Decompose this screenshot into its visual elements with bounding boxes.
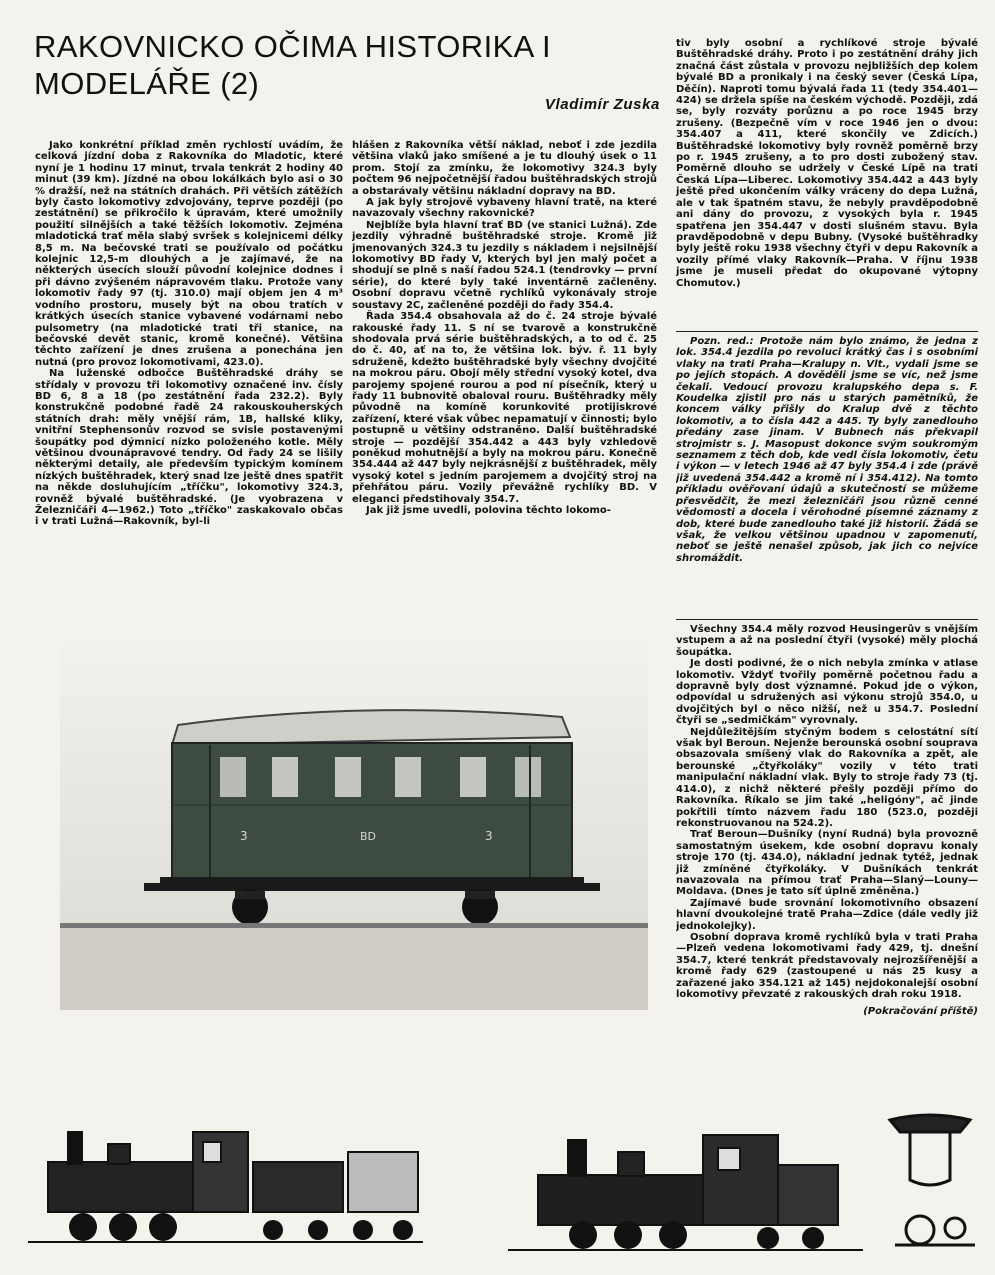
paragraph: Jako konkrétní příklad změn rychlostí uvádím, že celková jízdní doba z Rakovníka do Mladotic, které nyní je 1 hodinu 17 minut, trvala tenkrát 2 hodiny 40 minut (39 km). Jízdné na obou lokálkách bylo asi o 30 % dražší, než na státních drahách. Při větších zátěžích byly často lokomotivy zdvojovány, teprve později (po zestátnění) se přikročilo k úpravám, které umožnily použití silnějších a také těžších lokomotiv. Zejména mladotická trať měla slabý svršek s kolejnicemi délky 8,5 m. Na bečovské trati se používalo od počátku kolejnic 12,5-m dlouhých a je zajímavé, že na některých úsecích slouží původní kolejnice dodnes i při dávno zvýšeném nápravovém tlaku. Protože vany lokomotiv řady 97 (tj. 310.0) mají objem jen 4 m³ vodního prostoru, musely být na obou tratích v krátkých úsecích stanice vybavené vodárnami nebo pulsometry (na mladotické trati tři stanice, na bečovské devět stanic, kromě konečné). Většina těchto zařízení je dnes zrušena a ponechána jen nutná (pro provoz lokomotivami, 423.0). <box>35 140 343 368</box>
text-column-2 <box>352 140 657 610</box>
steam-locomotive-icon <box>28 1092 423 1262</box>
railway-car-photo <box>60 645 648 1010</box>
chimney-detail-icon <box>880 1110 980 1260</box>
continued-note: (Pokračování příště) <box>863 1006 978 1018</box>
paragraph: Všechny 354.4 měly rozvod Heusingerův s vnějším vstupem a až na poslední čtyři (vysoké) měly plochá šoupátka. <box>676 624 978 658</box>
paragraph: Řada 354.4 obsahovala až do č. 24 stroje bývalé rakouské řady 11. S ní se tvarově a konstrukčně shodovala prvá série buštěhradských, a to od č. 25 do č. 40, ať na to, že většina lok. býv. ř. 11 byly sdruženě, kdežto buštěhradské byly všechny dvojčité na mokrou páru. Obojí měly střední vysoký kotel, dva parojemy spojené rourou a pod ní písečník, který u řady 11 bubnovitě obaloval rouru. Buštěhradky měly původně na komíně korunkovité protijiskrové zařízení, které však vůbec nepamatují v činnosti; bylo postupně u většiny odstraněno. Další buštěhradské stroje — pozdější 354.442 a 443 byly vzhledově poněkud mohutnější a byly na mokrou páru. Konečně 354.444 až 447 byly nejkrásnější z buštěhradek, měly vysoký kotel s jedním parojemem a dvojčitý stroj na přehřátou páru. Vozily převážně rychlíky BD. V eleganci předstihovaly 354.7. <box>352 311 657 505</box>
car-marking-class: 3 <box>485 829 493 843</box>
paragraph: Nejdůležitějším styčným bodem s celostátní sítí však byl Beroun. Nejenže berounská osobní souprava obsazovala smíšený vlak do Rakovníka a zpět, ale berounské „čtyřkoláky" vozily v této trati manipulační nákladní vlak. Byly to stroje řady 73 (tj. 414.0), z nichž některé přešly později přímo do Rakovníka. Říkalo se jim také „heligóny", ač jinde pokřtili tímto názvem řadu 180 (523.0, později rekonstruovanou na 524.2). <box>676 726 978 829</box>
article-author: Vladimír Zuska <box>544 96 660 113</box>
paragraph: Nejblíže byla hlavní trať BD (ve stanici Lužná). Zde jezdily výhradně buštěhradské stroje. Kromě již jmenovaných 324.3 tu jezdily s nákladem i nejsilnější lokomotivy BD řady V, kterých byl jen malý počet a shodují se plně s naší řadou 524.1 (tendrovky — první série), do které byly také inventárně začleněny. Osobní dopravu včetně rychlíků vykonávaly stroje soustavy 2C, začleněné později do řady 354.4. <box>352 219 657 311</box>
locomotive-sketch-left <box>28 1092 423 1262</box>
text-column-3-bottom <box>676 624 978 1078</box>
paragraph: hlášen z Rakovníka větší náklad, neboť i zde jezdila většina vlaků jako smíšené a je tu dlouhý úsek o 11 prom. Stojí za zmínku, že lokomotivy 324.3 byly počtem 96 nejpočetnější řadou buštěhradských strojů a obstarávaly většinu nákladní dopravy na BD. <box>352 140 657 197</box>
paragraph: Pozn. red.: Protože nám bylo známo, že jedna z lok. 354.4 jezdila po revoluci krátký čas i s osobními vlaky na trati Praha—Kralupy n. Vlt., vydali jsme se po jejích stopách. A dověděli jsme se víc, než jsme čekali. Vedoucí provozu kralupského depa s. F. Koudelka zjistil pro nás u starých pamětníků, že koncem války přišly do Kralup dvě z těchto lokomotiv, a to čísla 442 a 445. Ty byly zanedlouho předány zase jinam. V Bubnech nás překvapil strojmistr s. J. Masopust dokonce svým soukromým seznamem z těch dob, kde vedl čísla lokomotiv, četu i výkon — v letech 1946 až 47 byly 354.4 i zde (právě již uvedená 354.442 a kromě ní i 354.412). Na tomto příkladu ověřovaní údajů a skutečností se můžeme přesvědčit, že mezi železničáři jsou různě cenné vědomosti a docela i věrohodné písemné záznamy z dob, které bude zanedlouho také již historií. Žádá se však, že velkou většinou upadnou v zapomenutí, neboť se ještě nenašel způsob, jak jich co nejvíce shromáždit. <box>676 336 978 564</box>
text-column-1 <box>35 140 343 610</box>
paragraph: tiv byly osobní a rychlíkové stroje bývalé Buštěhradské dráhy. Proto i po zestátnění dráhy jich značná část zůstala v provozu nejbližších dep kolem bývalé BD a pronikaly i na český sever (Česká Lípa, Děčín). Naproti tomu bývalá řada 11 (tedy 354.401—424) se držela spíše na českém východě. Později, zdá se, byly rozváty porůznu a po roce 1945 brzy zrušeny. (Bezpečně vím v roce 1946 jen o dvou: 354.407 a 411, které skončily ve Zdicích.) Buštěhradské lokomotivy byly rovněž poměrně brzy po r. 1945 zrušeny, a to pro dosti zubožený stav. Poměrně dlouho se udržely v České Lípě na trati Česká Lípa—Liberec. Lokomotivy 354.442 a 443 byly ještě před ukončením války vráceny do depa Lužná, ale v tak špatném stavu, že nebyly pravděpodobně ani dány do provozu, z vysokých byla r. 1945 spatřena jen 354.447 v dosti slušném stavu. Byla pravděpodobně v depu Bubny. (Vysoké buštěhradky byly ještě roku 1938 všechny čtyři v depu Rakovník a vozily přímé vlaky Rakovník—Praha. V říjnu 1938 jsme je museli předat do okupované výtopny Chomutov.) <box>676 38 978 289</box>
car-marking-owner: BD <box>360 830 377 843</box>
railway-car-image <box>60 645 648 1010</box>
detail-sketch <box>880 1110 980 1260</box>
paragraph: Trať Beroun—Dušníky (nyní Rudná) byla provozně samostatným úsekem, kde osobní dopravu konaly stroje 170 (tj. 434.0), nákladní jednak tytéž, jednak již zmíněné čtyřkoláky. V Dušníkách tenkrát navazovala na přímou trať Praha—Slaný—Louny—Moldava. (Dnes je tato síť úplně změněna.) <box>676 829 978 898</box>
paragraph: Jak již jsme uvedli, polovina těchto lokomo- <box>366 505 611 516</box>
paragraph: Na luženské odbočce Buštěhradské dráhy se střídaly v provozu tři lokomotivy označené inv. čísly BD 6, 8 a 18 (po zestátnění řada 232.2). Byly konstrukčně podobné řadě 24 rakouskouherských státních drah: měly vnější rám, 1B, hallské kliky, vnitřní Stephensonův rozvod se svisle postavenými šoupátky pod dýmnicí nízko položeného kotle. Měly většinou dvounápravové tendry. Od řady 24 se lišily některými detaily, ale především typickým komínem nízkých buštěhradek, který snad lze ještě dnes spatřit na někde dosluhujícím „tříčku", lokomotivy 324.3, rovněž bývalé buštěhradské. (Je vyobrazena v Železničáři 4—1962.) Toto „tříčko" zaskakovalo občas i v trati Lužná—Rakovník, byl-li <box>35 368 343 528</box>
editor-note <box>676 336 978 616</box>
article-title: RAKOVNICKO OČIMA HISTORIKA I MODELÁŘE (2) <box>34 29 552 101</box>
tank-locomotive-icon <box>508 1110 863 1265</box>
paragraph: A jak byly strojově vybaveny hlavní tratě, na které navazovaly všechny rakovnické? <box>352 197 657 220</box>
paragraph: Osobní doprava kromě rychlíků byla v trati Praha—Plzeň vedena lokomotivami řady 429, tj. dnešní 354.7, které tenkrát představovaly nejrozšířenější a kromě řady 629 (zastoupené u nás 25 kusy a zařazené jako 354.121 až 145) nejdokonalejší osobní lokomotivy převzaté z rakouských drah roku 1918. <box>676 931 978 1000</box>
locomotive-sketch-right <box>508 1110 863 1265</box>
car-marking-class: 3 <box>240 829 248 843</box>
paragraph: Zajímavé bude srovnání lokomotivního obsazení hlavní dvoukolejné tratě Praha—Zdice (dále vedly již jednokolejky). <box>676 897 978 932</box>
paragraph: Je dosti podivné, že o nich nebyla zmínka v atlase lokomotiv. Vždyť tvořily poměrně početnou řadu a dopravně byly dost významné. Pokud jde o výkon, odpovídal u sdružených asi výkonu strojů 354.0, u dvojčitých byl o něco nižší, než u 354.7. Poslední čtyři se „sedmičkám" vyrovnaly. <box>676 658 978 727</box>
divider <box>676 619 978 620</box>
text-column-3-top <box>676 38 978 328</box>
divider <box>676 331 978 332</box>
